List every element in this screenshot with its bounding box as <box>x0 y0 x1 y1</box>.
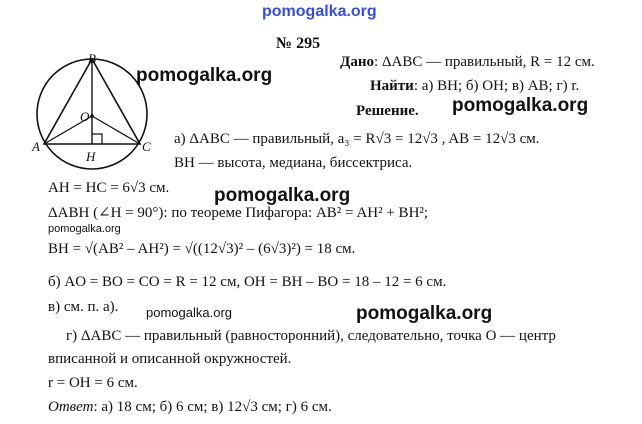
label-c: C <box>142 139 151 154</box>
solution-a-line1: а) ΔABC — правильный, a₃ = R√3 = 12√3 , AB = 12√3 см. <box>174 131 540 147</box>
solution-title: Решение. <box>356 103 419 119</box>
answer-text: : а) 18 см; б) 6 см; в) 12√3 см; г) 6 см. <box>93 399 332 415</box>
watermark-4: pomogalka.org <box>48 223 121 235</box>
watermark-2: pomogalka.org <box>452 95 589 116</box>
label-o: O <box>80 109 90 124</box>
solution-b: б) AO = BO = CO = R = 12 см, OH = BH – BO = 18 – 12 = 6 см. <box>48 274 447 290</box>
find-label: Найти <box>370 78 414 94</box>
watermark-5: pomogalka.org <box>146 305 232 320</box>
solution-d-line1: г) ΔABC — правильный (равносторонний), следовательно, точка O — центр <box>66 328 556 344</box>
solution-d-line2: вписанной и описанной окружностей. <box>48 351 292 367</box>
label-a: A <box>32 139 40 154</box>
solution-a-line3: AH = HC = 6√3 см. <box>48 180 170 196</box>
given-label: Дано <box>340 54 374 70</box>
solution-a-line4: ΔABH (∠H = 90°): по теореме Пифагора: AB² = AH² + BH²; <box>48 205 429 221</box>
watermark-1: pomogalka.org <box>136 65 273 86</box>
watermark-3: pomogalka.org <box>214 185 351 206</box>
watermark-6: pomogalka.org <box>356 303 493 324</box>
given-text: : ΔABC — правильный, R = 12 см. <box>373 54 595 70</box>
solution-c: в) см. п. а). <box>48 299 119 315</box>
solution-a-line2: BH — высота, медиана, биссектриса. <box>174 155 413 171</box>
watermark-top: pomogalka.org <box>262 3 377 20</box>
label-h: H <box>86 149 96 164</box>
problem-number: № 295 <box>276 35 321 52</box>
solution-d-line3: r = OH = 6 см. <box>48 375 138 391</box>
answer-label: Ответ <box>48 399 94 415</box>
answer-line <box>48 400 332 415</box>
right-angle-mark <box>92 134 102 144</box>
find-line <box>370 79 579 94</box>
given-line <box>340 55 595 70</box>
find-text: : а) BH; б) OH; в) AB; г) r. <box>413 78 580 94</box>
label-b: B <box>88 51 96 66</box>
point-o <box>90 114 94 118</box>
solution-a-line5: BH = √(AB² – AH²) = √((12√3)² – (6√3)²) = 18 см. <box>48 241 356 257</box>
